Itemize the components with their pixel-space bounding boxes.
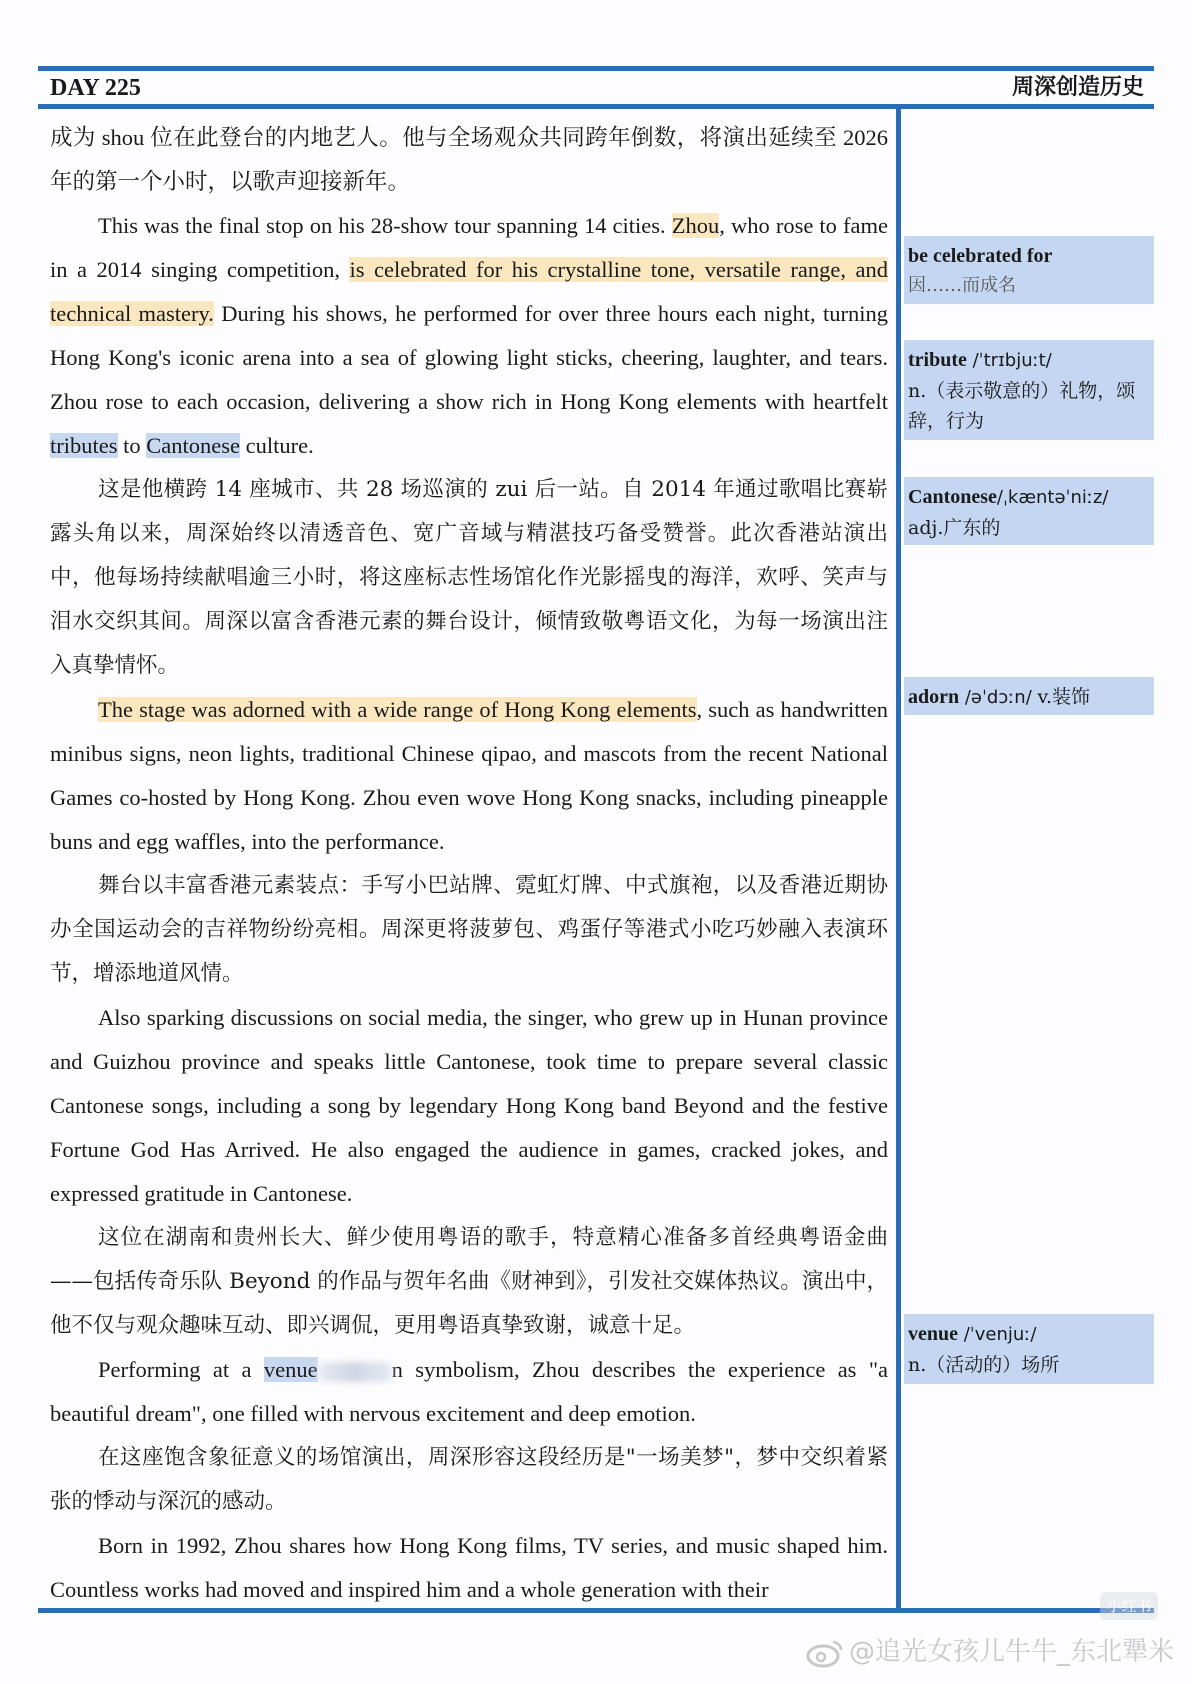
vocab-definition: v.装饰: [1037, 686, 1091, 708]
highlight-adorned: The stage was adorned with a wide range of Hong Kong elements: [98, 697, 697, 722]
bottom-rule: [38, 1608, 1154, 1613]
footer-handle: @追光女孩儿牛牛_东北犟米: [848, 1637, 1174, 1667]
highlight-venue: venue: [263, 1357, 318, 1382]
highlight-tributes: tributes: [50, 433, 118, 458]
platform-watermark: 小红书: [1100, 1592, 1158, 1620]
text: During his shows, he performed for over three hours each night, turning Hong Kong's iconic arena into a sea of glowing light sticks, cheering, laughter, and tears. Zhou rose to each occasion, delivering a show rich in Hong Kong elements with heartfelt: [50, 301, 888, 414]
highlight-zhou: Zhou: [671, 213, 720, 238]
vocab-card-tribute: [904, 340, 1154, 440]
day-label: DAY 225: [50, 75, 141, 101]
paragraph-en-tour: [50, 204, 888, 468]
top-rule: [38, 66, 1154, 71]
text: , who rose to fame in a 2014 singing competition,: [50, 213, 888, 282]
header-rule: [38, 104, 1154, 109]
vocab-definition: 因……而成名: [908, 275, 1016, 296]
vocab-term: tribute: [908, 349, 967, 371]
vocab-card-cantonese: [904, 477, 1154, 545]
paragraph-en-social: Also sparking discussions on social media, the singer, who grew up in Hunan province and Guizhou province and speaks little Cantonese, took time to prepare several classic Cantonese songs, including a song by legendary Hong Kong band Beyond and the festive Fortune God Has Arrived. He also engaged the audience in games, cracked jokes, and expressed gratitude in Cantonese.: [50, 1005, 888, 1206]
column-divider: [896, 104, 901, 1613]
paragraph-zh-venue: 在这座饱含象征意义的场馆演出，周深形容这段经历是"一场美梦"，梦中交织着紧张的悸动与深沉的感动。: [50, 1445, 888, 1514]
vocab-card-venue: [904, 1314, 1154, 1384]
vocab-card-adorn: [904, 677, 1154, 715]
vocab-card-celebrated: [904, 236, 1154, 304]
vocab-definition: adj.广东的: [908, 517, 1001, 539]
paragraph-en-venue: [50, 1348, 888, 1436]
vocab-definition: n.（活动的）场所: [908, 1354, 1060, 1376]
text: Performing at a: [98, 1357, 264, 1382]
text: to: [117, 433, 147, 458]
article-body: [50, 116, 888, 1612]
paragraph-en-stage: [50, 688, 888, 864]
brand-label: 周深创造历史: [1011, 75, 1144, 100]
vocab-pronunciation: /əˈdɔːn/: [959, 687, 1038, 708]
text: , such as handwritten minibus signs, neon lights, traditional Chinese qipao, and mascots from the recent National Games co-hosted by Hong Kong. Zhou even wove Hong Kong snacks, including pineapple buns and egg waffles, into the performance.: [50, 697, 888, 854]
text: culture.: [240, 433, 314, 458]
vocab-term: venue: [908, 1323, 958, 1345]
blurred-region: [318, 1362, 392, 1382]
paragraph-zh-social: 这位在湖南和贵州长大、鲜少使用粤语的歌手，特意精心准备多首经典粤语金曲——包括传奇乐队 Beyond 的作品与贺年名曲《财神到》，引发社交媒体热议。演出中，他不仅与观众趣味互动、即兴调侃，更用粤语真挚致谢，诚意十足。: [50, 1225, 888, 1338]
footer-credit: [805, 1634, 1174, 1670]
paragraph-zh-stage: 舞台以丰富香港元素装点：手写小巴站牌、霓虹灯牌、中式旗袍，以及香港近期协办全国运动会的吉祥物纷纷亮相。周深更将菠萝包、鸡蛋仔等港式小吃巧妙融入表演环节，增添地道风情。: [50, 873, 888, 986]
text: n symbolism, Zhou describes the experience as "a beautiful dream", one filled with nervous excitement and deep emotion.: [50, 1357, 888, 1426]
vocab-pronunciation: /ˈvenjuː/: [958, 1324, 1037, 1345]
vocab-term: adorn: [908, 686, 960, 708]
highlight-celebrated: is celebrated for his crystalline tone, versatile range, and technical mastery.: [50, 257, 888, 326]
vocab-definition: n.（表示敬意的）礼物，颂辞，行为: [908, 380, 1136, 432]
paragraph-en-born: Born in 1992, Zhou shares how Hong Kong films, TV series, and music shaped him. Countless works had moved and inspired him and a whole generation with their: [50, 1533, 888, 1602]
vocab-term: be celebrated for: [908, 245, 1053, 267]
vocab-term: Cantonese: [908, 486, 997, 508]
vocab-pronunciation: /ˌkæntəˈniːz/: [996, 487, 1109, 508]
highlight-cantonese: Cantonese: [146, 433, 240, 458]
paragraph-zh-continuation: 成为 shou 位在此登台的内地艺人。他与全场观众共同跨年倒数，将演出延续至 2026 年的第一个小时，以歌声迎接新年。: [50, 125, 888, 194]
paragraph-zh-tour: 这是他横跨 14 座城市、共 28 场巡演的 zui 后一站。自 2014 年通过歌唱比赛崭露头角以来，周深始终以清透音色、宽广音域与精湛技巧备受赞誉。此次香港站演出中，他每场持续献唱逾三小时，将这座标志性场馆化作光影摇曳的海洋，欢呼、笑声与泪水交织其间。周深以富含香港元素的舞台设计，倾情致敬粤语文化，为每一场演出注入真挚情怀。: [50, 477, 888, 678]
weibo-icon: [805, 1638, 845, 1668]
text: This was the final stop on his 28-show tour spanning 14 cities.: [98, 213, 672, 238]
vocab-pronunciation: /ˈtrɪbjuːt/: [966, 350, 1052, 371]
